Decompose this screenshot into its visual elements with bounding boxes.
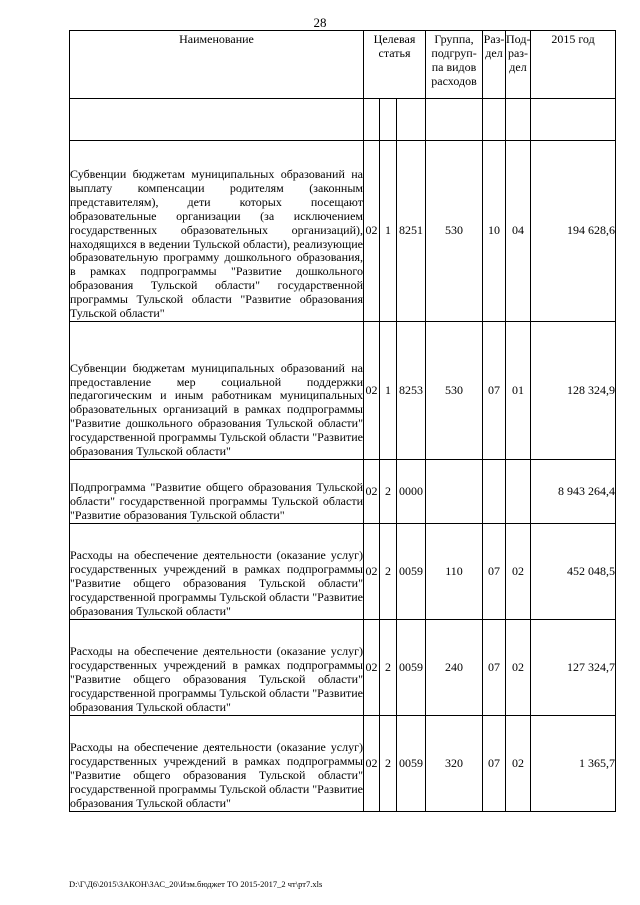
row-amount: 194 628,6 — [531, 141, 616, 322]
row-target-code-1: 02 — [364, 620, 380, 716]
row-expense-group: 110 — [426, 524, 483, 620]
row-expense-group: 530 — [426, 322, 483, 460]
budget-table — [69, 30, 616, 812]
row-target-code-2: 2 — [380, 620, 397, 716]
row-target-code-2: 2 — [380, 460, 397, 524]
row-expense-group — [426, 460, 483, 524]
page-number: 28 — [313, 15, 327, 30]
row-name: Расходы на обеспечение деятельности (оказание услуг) государственных учреждений в рамках подпрограммы "Развитие общего образования Тульской области" государственной программы Тульской области "Развитие образования Тульской области" — [70, 524, 364, 620]
row-subsection: 02 — [506, 620, 531, 716]
row-section: 07 — [483, 620, 506, 716]
table-header-row — [70, 31, 616, 99]
row-name: Расходы на обеспечение деятельности (оказание услуг) государственных учреждений в рамках подпрограммы "Развитие общего образования Тульской области" государственной программы Тульской области "Развитие образования Тульской области" — [70, 620, 364, 716]
row-name: Субвенции бюджетам муниципальных образований на выплату компенсации родителям (законным представителям), дети которых посещают образовательные организации (за исключением государственных образовательных организаций), находящихся в ведении Тульской области), реализующие образовательную программу дошкольного образования, в рамках подпрограммы "Развитие дошкольного образования Тульской области" государственной программы Тульской области "Развитие образования Тульской области" — [70, 141, 364, 322]
row-target-code-1: 02 — [364, 716, 380, 812]
spacer-cell — [70, 99, 364, 141]
row-target-code-2: 2 — [380, 524, 397, 620]
row-section: 07 — [483, 322, 506, 460]
table-row — [70, 460, 616, 524]
row-subsection: 02 — [506, 716, 531, 812]
spacer-cell — [364, 99, 380, 141]
row-section: 07 — [483, 716, 506, 812]
row-expense-group: 240 — [426, 620, 483, 716]
row-target-code-3: 0059 — [397, 716, 426, 812]
row-target-code-3: 0000 — [397, 460, 426, 524]
row-name: Субвенции бюджетам муниципальных образований на предоставление мер социальной поддержки педагогическим и иным работникам муниципальных образовательных организаций в рамках подпрограммы "Развитие дошкольного образования Тульской области" государственной программы Тульской области "Развитие образования Тульской области" — [70, 322, 364, 460]
row-expense-group: 320 — [426, 716, 483, 812]
header-subsection: Под- раз- дел — [506, 31, 531, 99]
table-row — [70, 620, 616, 716]
row-subsection: 02 — [506, 524, 531, 620]
row-subsection: 01 — [506, 322, 531, 460]
spacer-cell — [506, 99, 531, 141]
header-target-article: Целевая статья — [364, 31, 426, 99]
row-target-code-2: 1 — [380, 141, 397, 322]
header-year: 2015 год — [531, 31, 616, 99]
row-amount: 452 048,5 — [531, 524, 616, 620]
file-path-footer: D:\Г\Д6\2015\ЗАКОН\ЗАС_20\Изм.бюджет ТО 2015-2017_2 чт\рт7.xls — [69, 879, 323, 889]
row-target-code-1: 02 — [364, 524, 380, 620]
spacer-cell — [426, 99, 483, 141]
row-name: Расходы на обеспечение деятельности (оказание услуг) государственных учреждений в рамках подпрограммы "Развитие общего образования Тульской области" государственной программы Тульской области "Развитие образования Тульской области" — [70, 716, 364, 812]
spacer-cell — [531, 99, 616, 141]
row-amount: 127 324,7 — [531, 620, 616, 716]
row-target-code-3: 8251 — [397, 141, 426, 322]
row-amount: 8 943 264,4 — [531, 460, 616, 524]
spacer-cell — [397, 99, 426, 141]
table-row — [70, 322, 616, 460]
row-target-code-1: 02 — [364, 141, 380, 322]
table-row — [70, 141, 616, 322]
spacer-cell — [483, 99, 506, 141]
spacer-cell — [380, 99, 397, 141]
row-target-code-1: 02 — [364, 460, 380, 524]
table-spacer-row — [70, 99, 616, 141]
row-expense-group: 530 — [426, 141, 483, 322]
row-target-code-3: 0059 — [397, 620, 426, 716]
header-expense-group: Группа, подгруп- па видов расходов — [426, 31, 483, 99]
row-target-code-2: 1 — [380, 322, 397, 460]
row-target-code-2: 2 — [380, 716, 397, 812]
row-target-code-1: 02 — [364, 322, 380, 460]
row-target-code-3: 8253 — [397, 322, 426, 460]
header-name: Наименование — [70, 31, 364, 99]
header-section: Раз- дел — [483, 31, 506, 99]
row-section: 10 — [483, 141, 506, 322]
table-row — [70, 716, 616, 812]
row-section: 07 — [483, 524, 506, 620]
row-name: Подпрограмма "Развитие общего образования Тульской области" государственной программы Тульской области "Развитие образования Тульской области" — [70, 460, 364, 524]
row-subsection — [506, 460, 531, 524]
row-amount: 1 365,7 — [531, 716, 616, 812]
table-row — [70, 524, 616, 620]
row-section — [483, 460, 506, 524]
row-target-code-3: 0059 — [397, 524, 426, 620]
row-amount: 128 324,9 — [531, 322, 616, 460]
row-subsection: 04 — [506, 141, 531, 322]
